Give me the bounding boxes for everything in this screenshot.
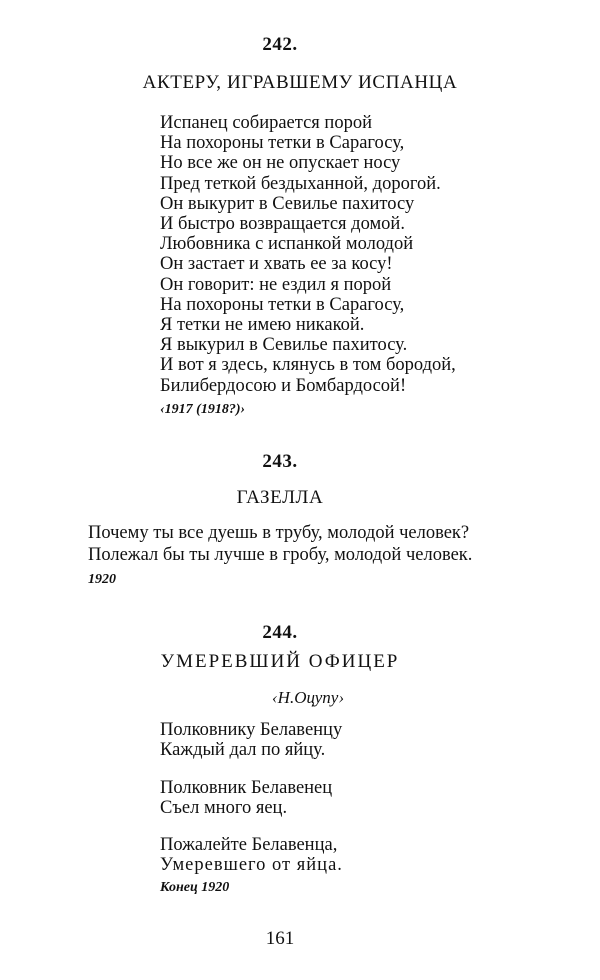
verse-line: Полковнику Белавенцу xyxy=(160,720,343,740)
verse-line: Он застает и хвать ее за косу! xyxy=(160,254,393,275)
verse-line: Но все же он не опускает носу xyxy=(160,153,401,174)
verse-line: Почему ты все дуешь в трубу, молодой человек? xyxy=(88,523,470,543)
verse-line: На похороны тетки в Сарагосу, xyxy=(160,294,405,315)
verse-line: Каждый дал по яйцу. xyxy=(160,740,326,761)
verse-line: Пред теткой бездыханной, дорогой. xyxy=(160,173,441,194)
poem-243-date: 1920 xyxy=(88,572,116,587)
verse-line: Я выкурил в Севилье пахитосу. xyxy=(160,335,408,356)
poem-244-title: УМЕРЕВШИЙ ОФИЦЕР xyxy=(160,651,400,672)
verse-line: Съел много яец. xyxy=(160,798,288,819)
poem-244-stanza-2 xyxy=(160,778,332,818)
verse-line: Полковник Белавенец xyxy=(160,778,333,798)
verse-line: Любовника с испанкой молодой xyxy=(160,234,414,255)
poem-243-body xyxy=(88,522,472,566)
verse-line: Пожалейте Белавенца, xyxy=(160,835,338,855)
verse-line: Умеревшего от яйца. xyxy=(160,855,343,876)
poem-244-number: 244. xyxy=(262,622,298,643)
poem-243-title: ГАЗЕЛЛА xyxy=(236,487,324,508)
verse-line: И вот я здесь, клянусь в том бородой, xyxy=(160,355,456,376)
verse-line: На похороны тетки в Сарагосу, xyxy=(160,133,405,154)
verse-line: Полежал бы ты лучше в гробу, молодой человек. xyxy=(88,545,473,565)
verse-line: Я тетки не имею никакой. xyxy=(160,315,365,336)
poem-244-stanza-1 xyxy=(160,720,342,760)
page-number: 161 xyxy=(265,928,295,949)
poem-244-date: Конец 1920 xyxy=(160,880,230,895)
poem-242-date: ‹1917 (1918?)› xyxy=(160,402,246,417)
poem-243-number: 243. xyxy=(262,451,298,472)
verse-line: И быстро возвращается домой. xyxy=(160,214,405,235)
verse-line: Испанец собирается порой xyxy=(160,113,372,133)
verse-line: Билибердосою и Бомбардосой! xyxy=(160,375,407,396)
verse-line: Он выкурит в Севилье пахитосу xyxy=(160,193,415,214)
poem-244-dedication: ‹Н.Оцупу› xyxy=(272,688,344,707)
poem-242-body xyxy=(160,113,456,396)
poem-242-title: АКТЕРУ, ИГРАВШЕМУ ИСПАНЦА xyxy=(142,72,458,93)
verse-line: Он говорит: не ездил я порой xyxy=(160,274,392,295)
poem-244-stanza-3 xyxy=(160,835,343,875)
poem-242-number: 242. xyxy=(262,34,298,55)
